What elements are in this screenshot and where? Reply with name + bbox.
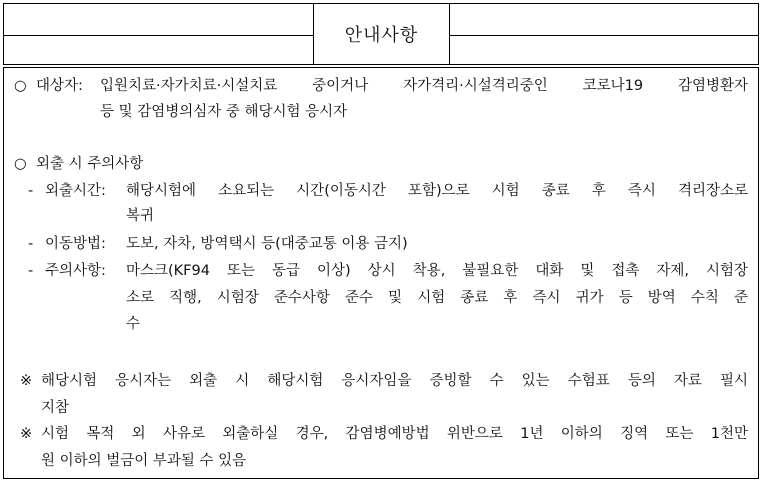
page-title: 안내사항 [313, 3, 450, 65]
caution-line-2: 소로 직행, 시험장 준수사항 준수 및 시험 종료 후 즉시 귀가 등 방역 수칙 준 [126, 290, 748, 306]
target-line-1: 입원치료·자가치료·시설치료 중이거나 자가격리·시설격리중인 코로나19 감염병환자 [100, 78, 748, 94]
title-divider-right [450, 35, 758, 36]
transport-label: 이동방법: [45, 236, 106, 252]
transport-dash: - [28, 236, 34, 252]
title-right-rule [758, 3, 759, 65]
note-1-mark: ※ [20, 373, 33, 389]
title-divider-left [3, 35, 313, 36]
precautions-bullet: ○ [14, 156, 27, 172]
note-1-line-2: 지참 [41, 400, 70, 416]
target-bullet: ○ [14, 78, 27, 94]
caution-line-3: 수 [126, 316, 141, 332]
note-2-line-2: 원 이하의 벌금이 부과될 수 있음 [41, 453, 247, 469]
target-label: 대상자: [36, 78, 83, 94]
caution-dash: - [28, 263, 34, 279]
notice-body [3, 67, 759, 479]
note-2-mark: ※ [20, 426, 33, 442]
title-left-rule [3, 3, 4, 65]
note-1-line-1: 해당시험 응시자는 외출 시 해당시험 응시자임을 증빙할 수 있는 수험표 등의 자료 필시 [41, 373, 748, 389]
outing-time-line-1: 해당시험에 소요되는 시간(이동시간 포함)으로 시험 종료 후 즉시 격리장소로 [126, 183, 748, 199]
title-row [3, 3, 758, 65]
outing-time-dash: - [28, 183, 34, 199]
target-line-2: 등 및 감염병의심자 중 해당시험 응시자 [100, 104, 348, 120]
caution-line-1: 마스크(KF94 또는 동급 이상) 상시 착용, 불필요한 대화 및 접촉 자제, 시험장 [126, 263, 748, 279]
precautions-heading: 외출 시 주의사항 [36, 156, 144, 172]
transport-line-1: 도보, 자차, 방역택시 등(대중교통 이용 금지) [126, 236, 408, 252]
outing-time-line-2: 복귀 [126, 208, 155, 224]
note-2-line-1: 시험 목적 외 사유로 외출하실 경우, 감염병예방법 위반으로 1년 이하의 징역 또는 1천만 [41, 426, 748, 442]
outing-time-label: 외출시간: [45, 183, 106, 199]
caution-label: 주의사항: [45, 263, 106, 279]
